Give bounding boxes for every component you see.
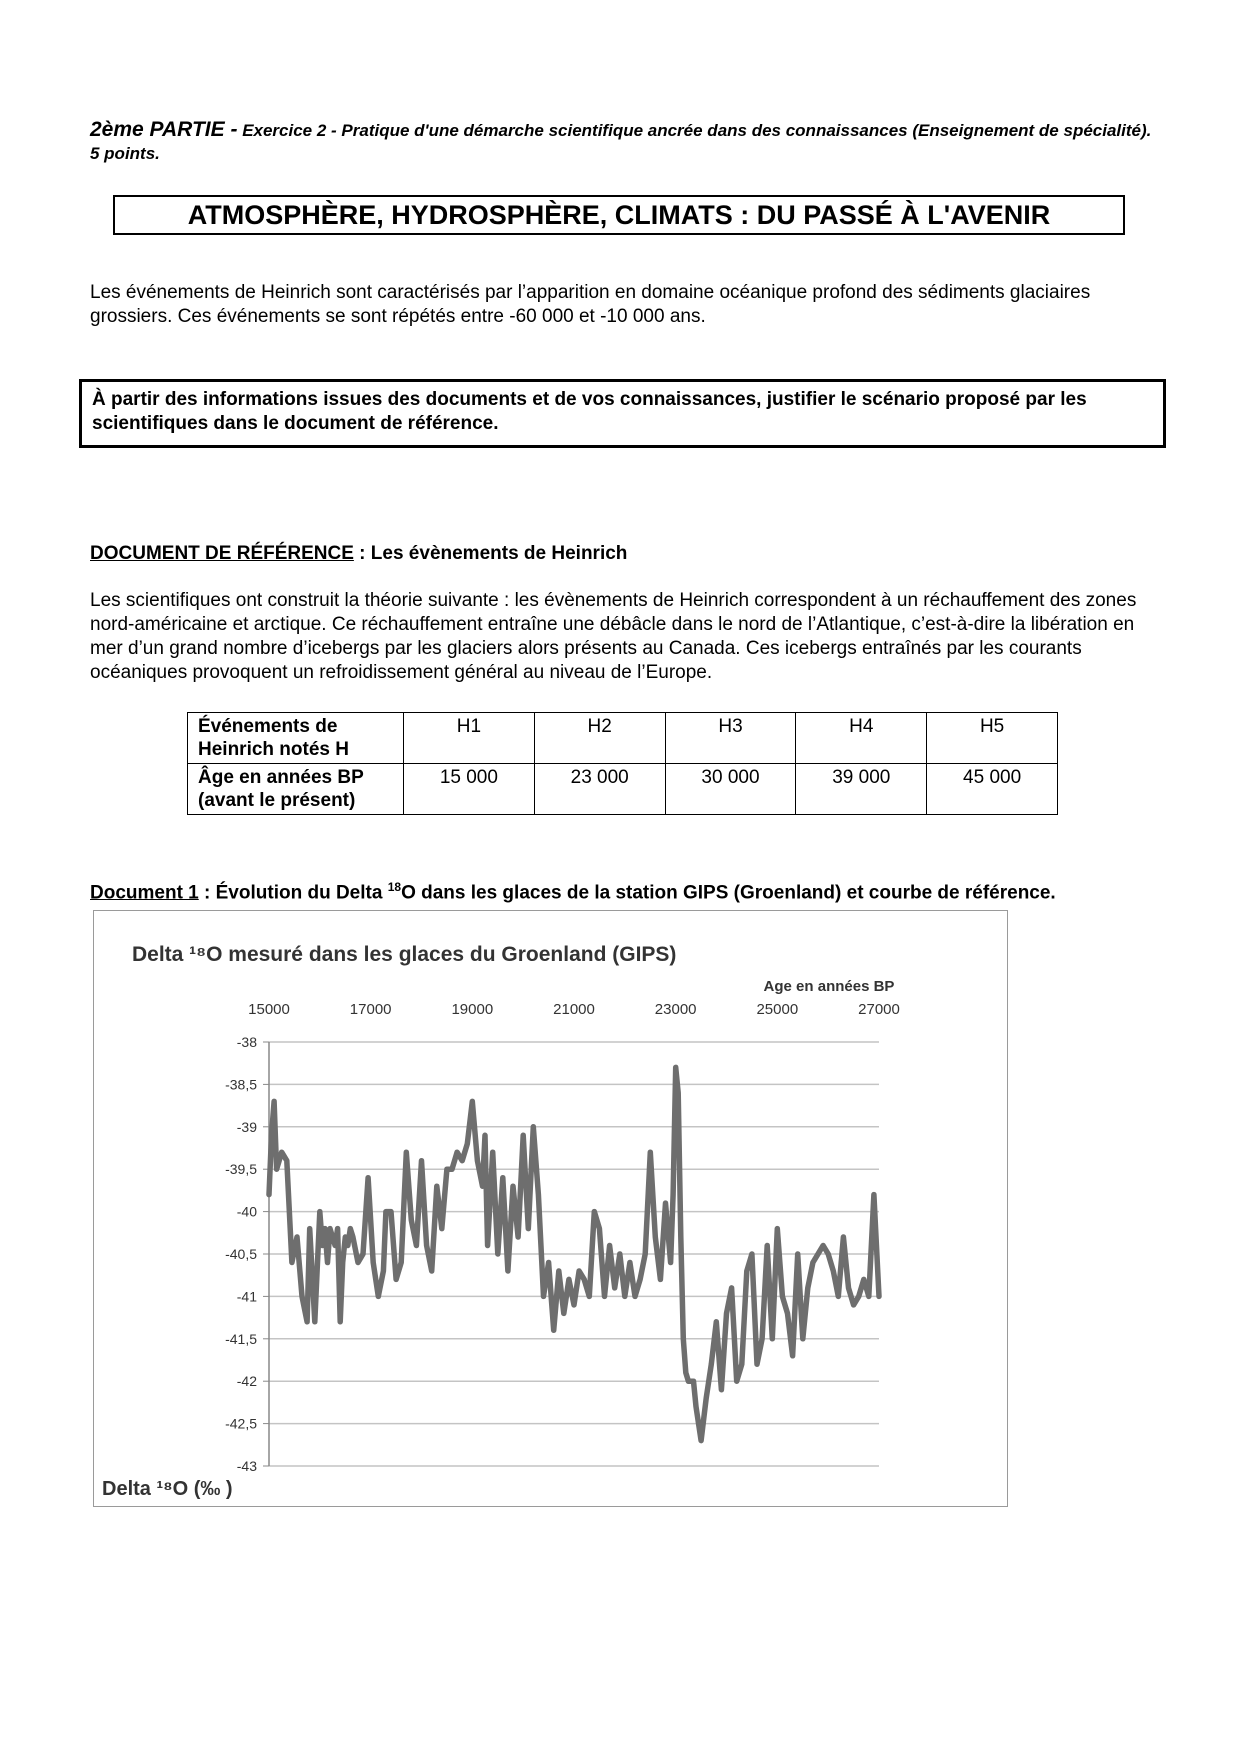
y-tick-label: -40,5 <box>225 1246 257 1262</box>
age-cell: 39 000 <box>796 764 927 815</box>
document1-caption <box>90 880 1056 904</box>
delta18o-chart <box>93 910 1008 1507</box>
x-tick-label: 19000 <box>451 1001 494 1018</box>
event-cell: H3 <box>665 713 796 764</box>
y-tick-label: -42,5 <box>225 1415 257 1432</box>
reference-heading-label: DOCUMENT DE RÉFÉRENCE <box>90 543 354 564</box>
reference-heading <box>90 543 627 565</box>
x-tick-label: 21000 <box>553 1001 595 1018</box>
age-cell: 23 000 <box>534 764 665 815</box>
row-header-events: Événements de Heinrich notés H <box>188 713 404 764</box>
y-tick-label: -39 <box>236 1118 257 1135</box>
table-row-ages <box>188 764 1058 815</box>
y-tick-label: -38 <box>236 1034 257 1050</box>
document1-caption-text: : Évolution du Delta <box>198 882 388 904</box>
age-cell: 45 000 <box>927 764 1058 815</box>
y-tick-label: -38,5 <box>225 1076 257 1093</box>
y-tick-label: -41,5 <box>225 1330 257 1347</box>
x-tick-label: 27000 <box>858 1001 900 1018</box>
x-tick-label: 25000 <box>756 1001 799 1018</box>
reference-paragraph: Les scientifiques ont construit la théorie suivante : les évènements de Heinrich correspondent à un réchauffement des zones nord-américaine et arctique. Ce réchauffement entraîne une débâcle dans le nord de l’Atlantique, c’est-à-dire la libération en mer d’un grand nombre d’icebergs par les glaciers alors présents au Canada. Ces icebergs entraînés par les courants océaniques provoquent un refroidissement général au niveau de l’Europe. <box>90 590 1137 683</box>
reference-heading-title: : Les évènements de Heinrich <box>353 543 628 564</box>
y-tick-label: -40 <box>236 1203 257 1220</box>
y-tick-label: -42 <box>236 1373 257 1390</box>
event-cell: H1 <box>404 713 535 764</box>
age-cell: 15 000 <box>404 764 535 815</box>
document1-label: Document 1 <box>90 882 199 904</box>
intro-paragraph: Les événements de Heinrich sont caractérisés par l’apparition en domaine océanique profond des sédiments glaciaires grossiers. Ces événements se sont répétés entre -60 000 et -10 000 ans. <box>90 282 1091 327</box>
y-axis-label: Delta ¹⁸O (‰ ) <box>102 1478 233 1500</box>
age-cell: 30 000 <box>665 764 796 815</box>
table-row-events <box>188 713 1058 764</box>
y-tick-label: -41 <box>236 1288 257 1305</box>
x-axis-label: Age en années BP <box>763 978 895 995</box>
event-cell: H2 <box>534 713 665 764</box>
exercise-header <box>90 118 1160 165</box>
chart-title: Delta ¹⁸O mesuré dans les glaces du Groenland (GIPS) <box>132 943 677 966</box>
event-cell: H5 <box>927 713 1058 764</box>
event-cell: H4 <box>796 713 927 764</box>
y-tick-label: -43 <box>236 1458 257 1474</box>
exercise-description: Exercice 2 - Pratique d'une démarche scientifique ancrée dans des connaissances (Enseignement de spécialité). 5 points. <box>90 121 1152 163</box>
x-tick-label: 23000 <box>654 1001 697 1018</box>
document1-caption-sup: 18 <box>387 880 402 894</box>
document1-caption-end: O dans les glaces de la station GIPS (Groenland) et courbe de référence. <box>401 882 1056 904</box>
heinrich-events-table <box>187 712 1058 815</box>
x-tick-label: 17000 <box>349 1001 392 1018</box>
chart-svg <box>94 911 1006 1505</box>
page-title: ATMOSPHÈRE, HYDROSPHÈRE, CLIMATS : DU PASSÉ À L'AVENIR <box>113 195 1125 235</box>
row-header-ages: Âge en années BP (avant le présent) <box>188 764 404 815</box>
x-tick-label: 15000 <box>248 1001 290 1018</box>
part-label: 2ème PARTIE - <box>90 118 238 141</box>
task-box: À partir des informations issues des documents et de vos connaissances, justifier le scénario proposé par les scientifiques dans le document de référence. <box>79 379 1166 448</box>
y-tick-label: -39,5 <box>225 1161 257 1178</box>
